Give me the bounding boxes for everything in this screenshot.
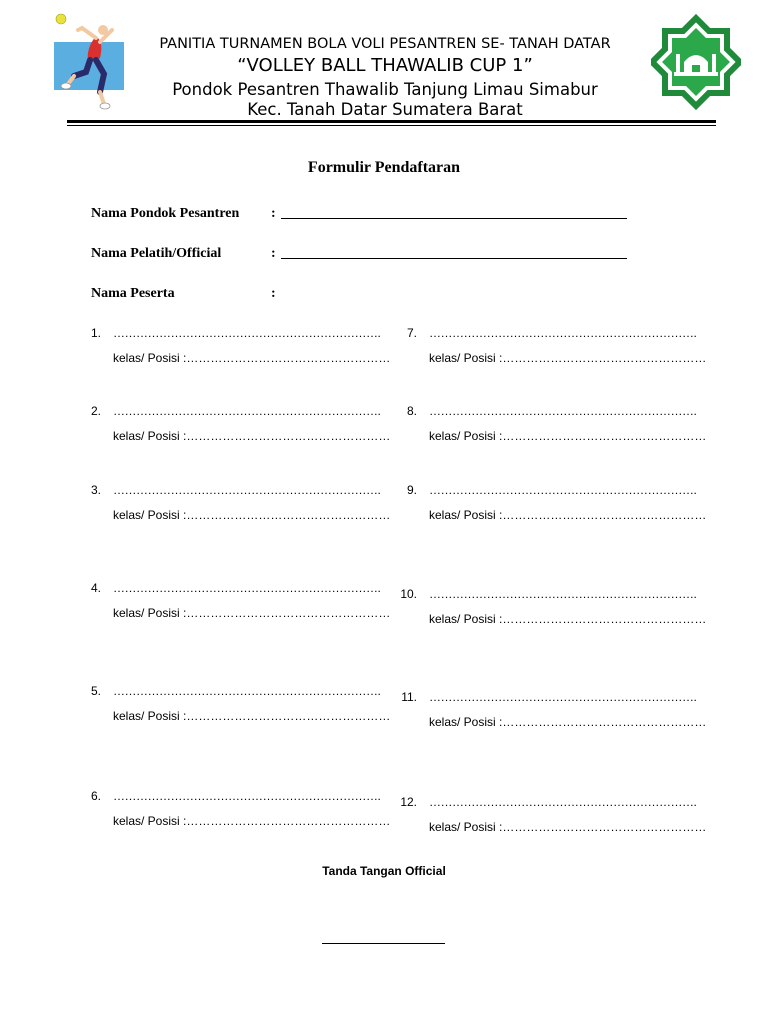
coach-name-input[interactable]: [281, 258, 627, 259]
participant-class-position-field[interactable]: kelas/ Posisi :……………………………………………: [429, 612, 707, 626]
participant-class-position-field[interactable]: kelas/ Posisi :……………………………………………: [113, 814, 391, 828]
signature-label: Tanda Tangan Official: [322, 864, 446, 878]
participant-class-position-field[interactable]: kelas/ Posisi :……………………………………………: [429, 351, 707, 365]
host-school: Pondok Pesantren Thawalib Tanjung Limau Simabur: [172, 80, 598, 99]
mosque-emblem-icon: [651, 10, 741, 114]
participant-class-position-field[interactable]: kelas/ Posisi :……………………………………………: [113, 508, 391, 522]
signature-line[interactable]: [322, 943, 445, 944]
header-divider-thin: [67, 125, 716, 126]
participant-name-field[interactable]: …………………………………………………………….: [113, 684, 381, 698]
participant-name-field[interactable]: …………………………………………………………….: [429, 587, 697, 601]
participant-number: 7.: [406, 326, 417, 340]
participant-class-position-field[interactable]: kelas/ Posisi :……………………………………………: [113, 709, 391, 723]
participant-number: 1.: [90, 326, 101, 340]
field-label-participants: Nama Peserta: [91, 286, 175, 301]
participant-class-position-field[interactable]: kelas/ Posisi :……………………………………………: [113, 606, 391, 620]
field-colon: :: [271, 206, 276, 221]
host-location: Kec. Tanah Datar Sumatera Barat: [247, 100, 523, 119]
participant-name-field[interactable]: …………………………………………………………….: [113, 404, 381, 418]
participant-number: 11.: [401, 690, 417, 704]
pesantren-name-input[interactable]: [281, 218, 627, 219]
header-divider-thick: [67, 120, 716, 123]
participant-class-position-field[interactable]: kelas/ Posisi :……………………………………………: [113, 429, 391, 443]
field-label-coach: Nama Pelatih/Official: [91, 246, 222, 261]
participant-number: 5.: [90, 684, 101, 698]
participant-number: 12.: [400, 795, 417, 809]
event-title: “VOLLEY BALL THAWALIB CUP 1”: [237, 55, 533, 76]
participant-name-field[interactable]: …………………………………………………………….: [113, 789, 381, 803]
participant-name-field[interactable]: …………………………………………………………….: [429, 404, 697, 418]
participant-name-field[interactable]: …………………………………………………………….: [429, 795, 697, 809]
participant-number: 3.: [90, 483, 101, 497]
participant-number: 10.: [400, 587, 417, 601]
participant-name-field[interactable]: …………………………………………………………….: [113, 326, 381, 340]
participant-name-field[interactable]: …………………………………………………………….: [429, 690, 697, 704]
participant-number: 9.: [406, 483, 417, 497]
field-label-pesantren: Nama Pondok Pesantren: [91, 206, 240, 221]
participant-number: 8.: [406, 404, 417, 418]
committee-heading: PANITIA TURNAMEN BOLA VOLI PESANTREN SE- TANAH DATAR: [159, 36, 611, 52]
participant-class-position-field[interactable]: kelas/ Posisi :……………………………………………: [429, 508, 707, 522]
participant-name-field[interactable]: …………………………………………………………….: [429, 326, 697, 340]
participant-number: 6.: [90, 789, 101, 803]
participant-name-field[interactable]: …………………………………………………………….: [113, 581, 381, 595]
participant-number: 4.: [90, 581, 101, 595]
form-title: Formulir Pendaftaran: [307, 159, 461, 176]
participant-class-position-field[interactable]: kelas/ Posisi :……………………………………………: [429, 715, 707, 729]
field-colon: :: [271, 286, 276, 301]
participant-class-position-field[interactable]: kelas/ Posisi :……………………………………………: [113, 351, 391, 365]
field-colon: :: [271, 246, 276, 261]
participant-class-position-field[interactable]: kelas/ Posisi :……………………………………………: [429, 429, 707, 443]
participant-name-field[interactable]: …………………………………………………………….: [113, 483, 381, 497]
participant-number: 2.: [90, 404, 101, 418]
participant-class-position-field[interactable]: kelas/ Posisi :……………………………………………: [429, 820, 707, 834]
participant-name-field[interactable]: …………………………………………………………….: [429, 483, 697, 497]
